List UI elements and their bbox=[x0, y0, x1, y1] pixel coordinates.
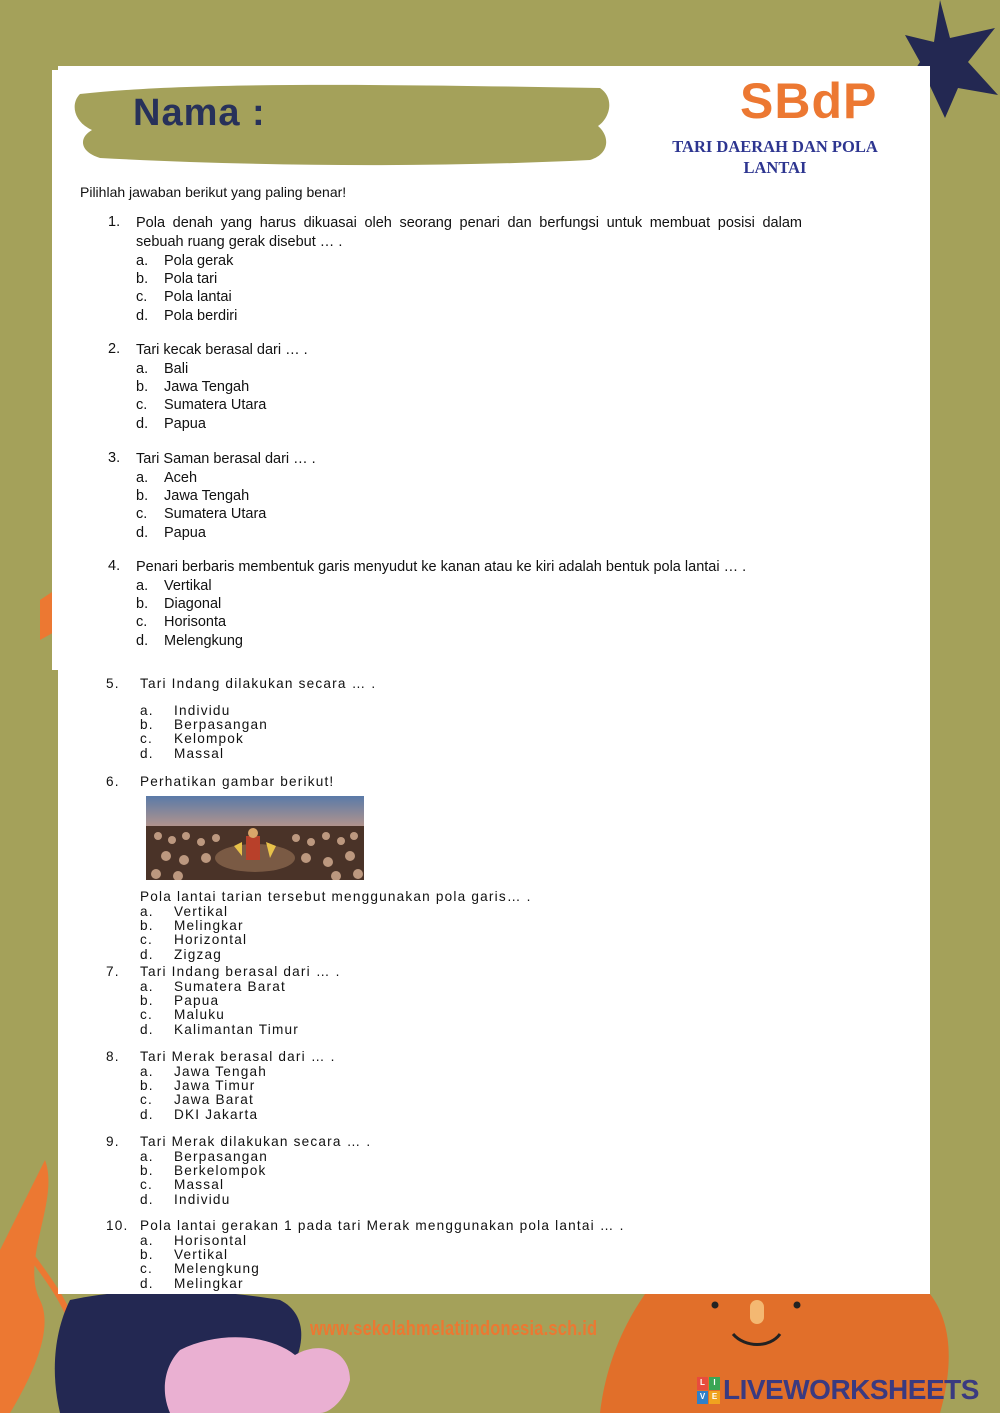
question-text: Tari kecak berasal dari … . bbox=[136, 342, 308, 358]
option-b[interactable]: b. Berpasangan bbox=[140, 717, 269, 733]
option-a[interactable]: a. Horisontal bbox=[140, 1233, 248, 1248]
option-d[interactable]: d. Papua bbox=[136, 524, 206, 541]
question-9: 9. Tari Merak dilakukan secara … . a. Berpasangan b. Berkelompok c. Massal d. Individu bbox=[106, 1134, 806, 1207]
option-a[interactable]: a. Pola gerak bbox=[136, 253, 234, 269]
option-c[interactable]: c. Sumatera Utara bbox=[136, 506, 267, 523]
option-c[interactable]: c. Sumatera Utara bbox=[136, 397, 267, 414]
option-d[interactable]: d. Individu bbox=[140, 1191, 231, 1207]
option-d[interactable]: d. DKI Jakarta bbox=[140, 1106, 259, 1122]
question-text: Tari Indang berasal dari … . bbox=[140, 964, 341, 979]
question-8: 8. Tari Merak berasal dari … . a. Jawa Tengah b. Jawa Timur c. Jawa Barat d. DKI Jakarta bbox=[106, 1049, 806, 1122]
name-label: Nama : bbox=[133, 92, 266, 134]
option-c[interactable]: c. Maluku bbox=[140, 1007, 226, 1023]
option-c[interactable]: c. Horisonta bbox=[136, 614, 227, 631]
option-b[interactable]: b. Berkelompok bbox=[140, 1163, 267, 1179]
question-7: 7. Tari Indang berasal dari … . a. Sumatera Barat b. Papua c. Maluku d. Kalimantan Timur bbox=[106, 964, 806, 1037]
option-a[interactable]: a. Jawa Tengah bbox=[140, 1064, 268, 1079]
option-a[interactable]: a. Sumatera Barat bbox=[140, 979, 287, 994]
liveworksheets-logo-icon: L I V E bbox=[697, 1377, 719, 1403]
option-a[interactable]: a. Bali bbox=[136, 361, 189, 377]
option-a[interactable]: a. Individu bbox=[140, 703, 231, 718]
plant-decoration-bottom-left bbox=[0, 1160, 48, 1413]
question-6: 6. Perhatikan gambar berikut! Pola lantai tarian tersebut menggunakan pola garis… . a. Vertikal b. Melingkar c. Horizontal d. Zigzag bbox=[106, 774, 806, 962]
option-b[interactable]: b. Jawa Tengah bbox=[136, 379, 250, 396]
option-b[interactable]: b. Vertikal bbox=[140, 1247, 229, 1263]
question-text: Tari Saman berasal dari … . bbox=[136, 451, 316, 467]
subject-line-1: TARI DAERAH DAN POLA bbox=[672, 137, 878, 156]
question-text: Pola denah yang harus dikuasai oleh seorang penari dan berfungsi untuk membuat posisi dalam sebuah ruang gerak disebut … . bbox=[136, 215, 802, 250]
option-d[interactable]: d. Melengkung bbox=[136, 632, 243, 649]
instruction-text: Pilihlah jawaban berikut yang paling benar! bbox=[80, 184, 347, 200]
option-c[interactable]: c. Jawa Barat bbox=[140, 1092, 255, 1108]
option-a[interactable]: a. Vertikal bbox=[136, 578, 212, 594]
option-b[interactable]: b. Papua bbox=[140, 993, 220, 1009]
option-c[interactable]: c. Kelompok bbox=[140, 731, 245, 747]
option-a[interactable]: a. Aceh bbox=[136, 470, 198, 486]
option-d[interactable]: d. Massal bbox=[140, 745, 225, 761]
option-c[interactable]: c. Melengkung bbox=[140, 1261, 261, 1277]
option-b[interactable]: b. Diagonal bbox=[136, 596, 222, 613]
question-10: 10. Pola lantai gerakan 1 pada tari Merak menggunakan pola lantai … . a. Horisontal b. Vertikal c. Melengkung d. Melingkar bbox=[106, 1218, 806, 1291]
website-url[interactable]: www.sekolahmelatiindonesia.sch.id bbox=[310, 1318, 598, 1340]
option-a[interactable]: a. Vertikal bbox=[140, 904, 229, 919]
option-b[interactable]: b. Pola tari bbox=[136, 271, 218, 288]
question-1: 1. Pola denah yang harus dikuasai oleh seorang penari dan berfungsi untuk membuat posisi dalam sebuah ruang gerak disebut … . a. Pola gerak b. Pola tari c. Pola lantai d. Pola berdiri bbox=[108, 214, 802, 324]
question-text: Tari Indang dilakukan secara … . bbox=[140, 676, 377, 691]
option-c[interactable]: c. Massal bbox=[140, 1177, 225, 1193]
option-a[interactable]: a. Berpasangan bbox=[140, 1149, 269, 1164]
option-c[interactable]: c. Pola lantai bbox=[136, 289, 232, 306]
liveworksheets-text: LIVEWORKSHEETS bbox=[723, 1374, 979, 1405]
question-2: 2. Tari kecak berasal dari … . a. Bali b. Jawa Tengah c. Sumatera Utara d. Papua bbox=[108, 341, 802, 433]
option-d[interactable]: d. Zigzag bbox=[140, 946, 223, 962]
option-c[interactable]: c. Horizontal bbox=[140, 932, 248, 948]
option-d[interactable]: d. Pola berdiri bbox=[136, 307, 238, 324]
option-b[interactable]: b. Melingkar bbox=[140, 918, 244, 934]
option-d[interactable]: d. Melingkar bbox=[140, 1275, 244, 1291]
subject-title bbox=[640, 136, 910, 178]
option-b[interactable]: b. Jawa Tengah bbox=[136, 488, 250, 505]
question-text: Pola lantai gerakan 1 pada tari Merak menggunakan pola lantai … . bbox=[140, 1218, 625, 1233]
question-followup-text: Pola lantai tarian tersebut menggunakan pola garis… . bbox=[140, 889, 532, 904]
pink-blob-decoration bbox=[165, 1337, 350, 1413]
question-3: 3. Tari Saman berasal dari … . a. Aceh b. Jawa Tengah c. Sumatera Utara d. Papua bbox=[108, 450, 802, 542]
option-b[interactable]: b. Jawa Timur bbox=[140, 1078, 256, 1094]
question-4: 4. Penari berbaris membentuk garis menyudut ke kanan atau ke kiri adalah bentuk pola lantai … . a. Vertikal b. Diagonal c. Horisonta d. Melengkung bbox=[108, 558, 802, 650]
question-5: 5. Tari Indang dilakukan secara … . a. Individu b. Berpasangan c. Kelompok d. Massal bbox=[106, 676, 806, 761]
liveworksheets-watermark[interactable] bbox=[697, 1374, 979, 1406]
question-text: Tari Merak dilakukan secara … . bbox=[140, 1134, 372, 1149]
kecak-dance-photo bbox=[146, 796, 364, 880]
brand-title: SBdP bbox=[740, 73, 878, 129]
option-d[interactable]: d. Kalimantan Timur bbox=[140, 1021, 299, 1037]
question-text: Penari berbaris membentuk garis menyudut ke kanan atau ke kiri adalah bentuk pola lantai … . bbox=[136, 559, 747, 575]
option-d[interactable]: d. Papua bbox=[136, 415, 206, 432]
subject-line-2: LANTAI bbox=[743, 158, 807, 177]
question-text: Tari Merak berasal dari … . bbox=[140, 1049, 336, 1064]
question-text: Perhatikan gambar berikut! bbox=[140, 774, 335, 789]
